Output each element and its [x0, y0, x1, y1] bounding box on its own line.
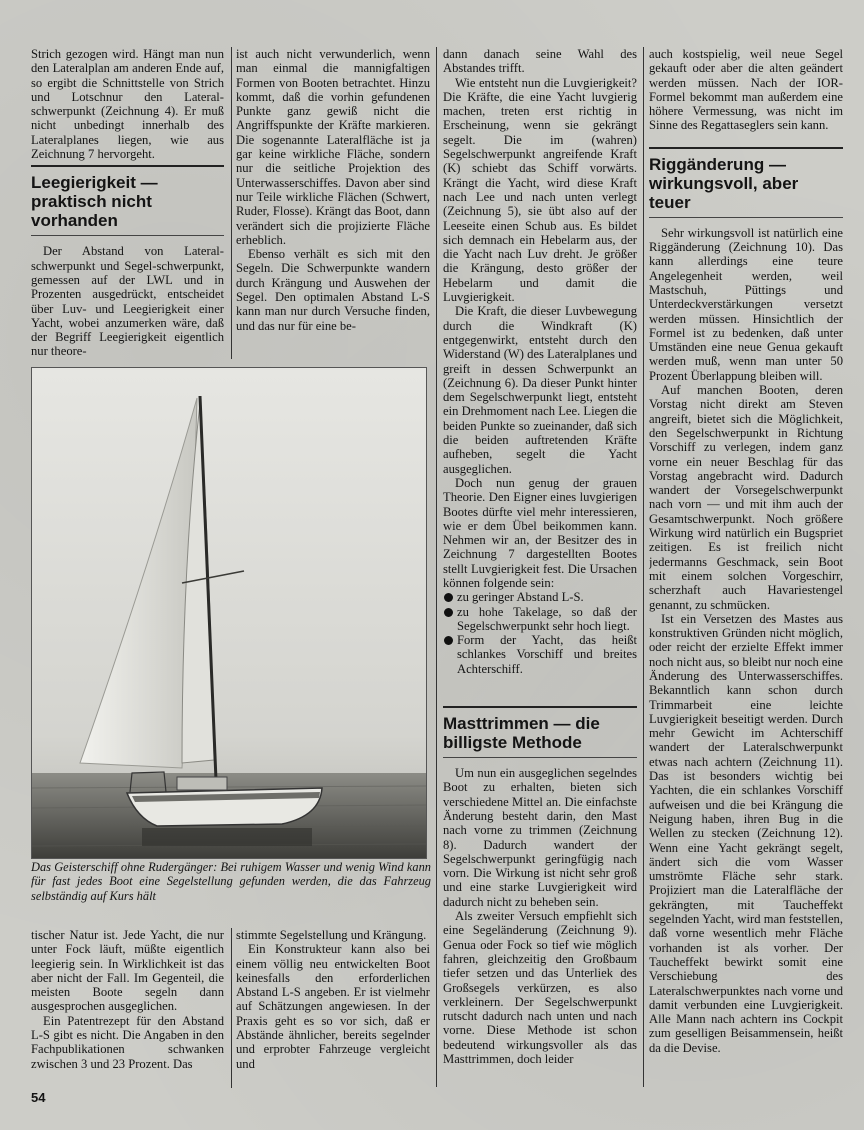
sailboat-photo	[31, 367, 427, 859]
body-paragraph: Ebenso verhält es sich mit den Segeln. Die Schwerpunkte wandern durch Krängung und Auswehen der Segel. Den optimalen Abstand L-S kann man nur durch Versuche finden, und das nur für eine be-	[236, 247, 430, 333]
column-3	[443, 47, 637, 1087]
body-paragraph: Auf manchen Booten, deren Vorstag nicht direkt am Steven angreift, bietet sich die Möglichkeit, den Segelschwerpunkt in Richtung Vorschiff zu verlegen, indem ganz vorne ein neuer Beschlag für das Vorstag angebracht wird. Dadurch wandert der Vorsegelschwerpunkt nach vorn — und mit ihm auch der Gesamtschwerpunkt. Noch größere Wirkung wird natürlich ein Bugspriet zeitigen. Es ist freilich nicht jedermanns Geschmack, sein Boot mit einem solchen Vorgeschirr, scherzhaft auch Havariestengel genannt, zu schmücken.	[649, 383, 843, 612]
page-number: 54	[31, 1090, 46, 1105]
bullet-icon	[444, 608, 453, 617]
body-paragraph: tischer Natur ist. Jede Yacht, die nur unter Fock läuft, müßte eigentlich leegierig sein. In Wirklichkeit ist das aber nicht der Fall. Im Gegenteil, die meisten Boote segeln dann ausgesprochen ausgeglichen.	[31, 928, 224, 1014]
list-item: Form der Yacht, das heißt schlankes Vorschiff und breites Achterschiff.	[443, 633, 637, 676]
cause-list	[443, 590, 637, 676]
body-paragraph: Sehr wirkungsvoll ist natürlich eine Riggänderung (Zeichnung 10). Das kann allerdings eine teure Angelegenheit werden, weil Mastschuh, Püttings und Unterdeckverstärkungen versetzt werden müssen. Hinsichtlich der Formel ist zu bedenken, daß unter Umständen eine neue Genua gekauft werden muß, wenn man unter 50 Prozent Überlappung bleiben will.	[649, 225, 843, 383]
section-heading-leegierigkeit: Leegierigkeit — praktisch nicht vorhanden	[31, 165, 224, 236]
body-paragraph: Ein Patentrezept für den Abstand L-S gibt es nicht. Die Angaben in den Fachpublikationen schwanken zwischen 3 und 23 Prozent. Das	[31, 1013, 224, 1071]
section-heading-masttrimmen: Masttrimmen — die billigste Methode	[443, 706, 637, 758]
bullet-icon	[444, 636, 453, 645]
body-paragraph: ist auch nicht verwunderlich, wenn man einmal die mannigfaltigen Formen von Booten betrachtet. Hinzu kommt, daß die vorhin gefundenen Punkte ganz gewiß nicht die Angriffspunkte der Kräfte markieren. Die sogenannte Lateralfläche ist ja gar keine wirkliche Fläche, sondern nur die seitliche Projektion des Unterwasserschiffes. Davon aber sind nur Teile wirkliche Flächen (Schwert, Ruder, Flosse). Krängt das Boot, dann verändert sich die projizierte Fläche erheblich.	[236, 47, 430, 247]
column-2-bottom	[236, 928, 430, 1088]
body-paragraph: auch kostspielig, weil neue Segel gekauft oder aber die alten geändert werden müssen. Nach der IOR-Formel bekommt man außerdem eine höhere Vermessung, was nicht im Sinne des Regattaseglers sein kann.	[649, 47, 843, 133]
column-1-top	[31, 47, 224, 359]
list-item: zu geringer Abstand L-S.	[443, 590, 637, 604]
body-paragraph: Als zweiter Versuch empfiehlt sich eine Segeländerung (Zeichnung 9). Genua oder Fock so tief wie möglich fahren, gleichzeitig den Großbaum tiefer setzen und das Unterliek des Großsegels verkürzen, es also verkleinern. Der Segelschwerpunkt rutscht dadurch nach unten und nach vorne. Diese Methode ist schon bedeutend wirkungsvoller als das Masttrimmen, doch leider	[443, 909, 637, 1066]
body-paragraph: Die Kraft, die dieser Luvbewegung durch die Windkraft (K) entgegenwirkt, entsteht durch den Widerstand (W) des Lateralplanes und greift in dessen Schwerpunkt an (Zeichnung 6). Da dieser Punkt hinter dem Segelschwerpunkt liegt, entsteht ein Drehmoment nach Lee. Liegen die beiden Punkte so zueinander, daß sich die beiden auftretenden Kräfte aufheben, segelt die Yacht ausgeglichen.	[443, 304, 637, 476]
body-paragraph: Ein Konstrukteur kann also bei einem völlig neu entwickelten Boot keinesfalls den erforderlichen Abstand L-S angeben. Er ist vielmehr auf Schätzungen angewiesen. In der Praxis geht es so vor sich, daß er Abstände ähnlicher, bereits segelnder und erprobter Fahrzeuge vergleicht und	[236, 942, 430, 1071]
column-4	[649, 47, 843, 1087]
column-1-bottom	[31, 928, 224, 1088]
column-divider	[436, 47, 437, 1087]
body-paragraph: stimmte Segelstellung und Krängung.	[236, 928, 427, 942]
column-divider	[231, 47, 232, 359]
bullet-icon	[444, 593, 453, 602]
body-paragraph: Ist ein Versetzen des Mastes aus konstruktiven Gründen nicht möglich, oder reicht der erzielte Effekt immer noch nicht aus, so bleibt nur noch eine Änderung des Unterwasserschiffes. Bekanntlich kann schon durch Trimmarbeit eine leichte Luvgierigkeit beseitigt werden. Durch mehr Gewicht im Achterschiff wandert der Lateralschwerpunkt etwas nach achtern (Zeichnung 11). Das ist besonders wichtig bei Yachten, die ein schlankes Vorschiff aufweisen und die bei Krängung die Neigung haben, ihren Bug in die Wellen zu stecken (Zeichnung 12). Wenn eine Yacht gekrängt segelt, ändert sich die vom Wasser umströmte Fläche sehr stark. Projiziert man die Lateralfläche der gekrängten, mit Taucheffekt segelnden Yacht, wird man feststellen, daß vorne wesentlich mehr Fläche vorhanden ist als vorher. Der Taucheffekt bewirkt somit eine Verschiebung des Lateralschwerpunktes nach vorne und damit verbunden eine Luvgierigkeit. Alle Mann nach achtern ins Cockpit zum geselligen Beisammensein, heißt da die Devise.	[649, 611, 843, 1055]
column-divider	[231, 928, 232, 1088]
body-paragraph: Wie entsteht nun die Luvgierigkeit? Die Kräfte, die eine Yacht luvgierig machen, treten erst richtig in Erscheinung, wenn sie gekrängt segelt. Die im (wahren) Segelschwerpunkt angreifende Kraft (K) schiebt das Schiff vorwärts. Krängt die Yacht, wird diese Kraft nach Lee und nach unten verlegt (Zeichnung 5), sie übt also auf der Leeseite einen Schub aus. Es bildet sich demnach ein Hebelarm aus, der die Yacht nach Luv dreht. Je größer die Krängung, desto größer der Hebelarm und damit die Luvgierigkeit.	[443, 75, 637, 305]
body-paragraph: Doch nun genug der grauen Theorie. Den Eigner eines luvgierigen Bootes dürfte viel mehr interessieren, wie er dem Übel beikommen kann. Nehmen wir an, der Besitzer des in Zeichnung 7 dargestellten Bootes stellt Luvgierigkeit fest. Die Ursachen können folgende sein:	[443, 475, 637, 590]
body-paragraph: Der Abstand von Lateral-schwerpunkt und Segel-schwerpunkt, gemessen auf der LWL und in Prozenten ausgedrückt, entscheidet über Luv- und Leegierigkeit einer Yacht, wobei anzumerken wäre, daß der Begriff Leegierigkeit eigentlich nur theore-	[31, 244, 224, 359]
body-paragraph: Um nun ein ausgeglichen segelndes Boot zu erhalten, bieten sich verschiedene Mittel an. Die einfachste Änderung besteht darin, den Mast nach vorne zu trimmen (Zeichnung 8). Dadurch wandert der Segelschwerpunkt geringfügig nach vorn. Die Wirkung ist nicht sehr groß und eine starke Luvgierigkeit wird dadurch nicht zu beheben sein.	[443, 766, 637, 909]
section-heading-riggaenderung: Riggänderung — wirkungsvoll, aber teuer	[649, 147, 843, 218]
list-item: zu hohe Takelage, so daß der Segelschwerpunkt sehr hoch liegt.	[443, 605, 637, 634]
photo-caption: Das Geisterschiff ohne Rudergänger: Bei ruhigem Wasser und wenig Wind kann für fast jedes Boot eine Segelstellung gefunden werden, die das Fahrzeug selbständig auf Kurs hält	[31, 860, 431, 903]
column-divider	[643, 47, 644, 1087]
column-2-top	[236, 47, 430, 359]
body-paragraph: Strich gezogen wird. Hängt man nun den Lateralplan am anderen Ende auf, so ergibt die Schnittstelle von Strich und Lotschnur den Lateral-schwerpunkt (Zeichnung 4). Er muß nicht unbedingt innerhalb des Lateralplanes liegen, wie aus Zeichnung 7 hervorgeht.	[31, 47, 224, 162]
body-paragraph: dann danach seine Wahl des Abstandes trifft.	[443, 47, 637, 76]
